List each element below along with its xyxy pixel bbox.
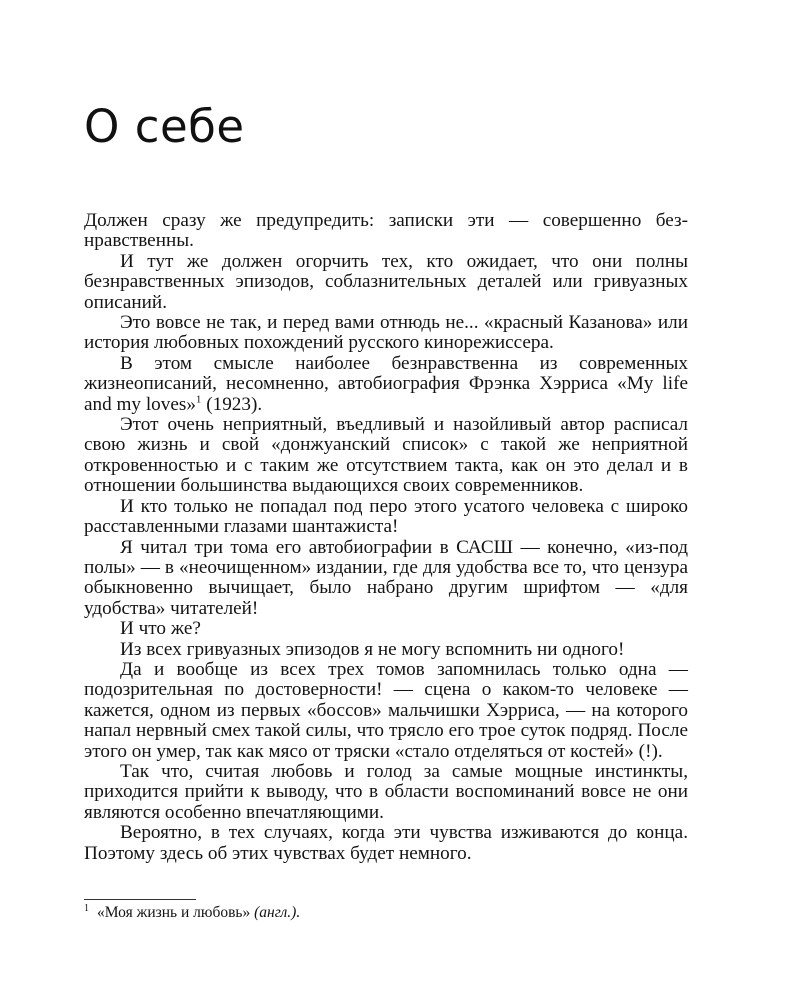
paragraph: И что же? xyxy=(120,618,201,640)
paragraph: Это вовсе не так, и перед вами отнюдь не... «красный Казанова» или история любовных похождений русского кинорежиссера. xyxy=(84,312,688,354)
paragraph: Вероятно, в тех случаях, когда эти чувства изживаются до конца. Поэтому здесь об этих чувствах будет немного. xyxy=(84,822,688,864)
paragraph: И тут же должен огорчить тех, кто ожидает, что они полны безнравственных эпизодов, соблазнительных деталей или гривуазных описаний. xyxy=(84,250,688,313)
paragraph: Да и вообще из всех трех томов запомнилась только одна — подозрительная по достоверности! — сцена о каком-то человеке — кажется, одном из первых «боссов» мальчишки Хэрриса, — на которого напал нервный смех такой силы, что трясло его трое суток подряд. После этого он умер, так как мясо от тряски «стало отделяться от костей» (!). xyxy=(84,658,688,762)
paragraph: Я читал три тома его автобиографии в САСШ — конечно, «из-под полы» — в «неочищенном» издании, где для удобства все то, что цензура обыкновенно вычищает, было набрано другим шрифтом — «для удобства» читателей! xyxy=(84,536,688,619)
footnote-mark: 1 xyxy=(84,902,89,914)
footnote-text: «Моя жизнь и любовь» xyxy=(97,904,251,921)
cited-book-year: (1923). xyxy=(206,393,263,415)
footnote-language-note: (англ.). xyxy=(254,904,301,921)
footnote-reference[interactable]: 1 xyxy=(195,393,202,406)
book-page xyxy=(84,0,688,1000)
footnote xyxy=(84,904,688,922)
chapter-body xyxy=(84,211,688,864)
paragraph-text: В этом смысле наиболее безнравственна из современных жизнеописаний, несомненно, автобиография Фрэнка Хэрриса xyxy=(84,352,688,395)
footnote-divider xyxy=(84,899,196,900)
cited-book-title: «My life and my loves» xyxy=(84,373,688,415)
paragraph: Этот очень неприятный, въедливый и назойливый автор расписал свою жизнь и свой «донжуанский список» с такой же неприятной откровенностью и с таким же отсутствием такта, как он это делал и в отношении большинства выдающихся своих современников. xyxy=(84,414,688,497)
paragraph: И кто только не попадал под перо этого усатого человека с широко расставленными глазами шантажиста! xyxy=(84,495,688,538)
chapter-title: О себе xyxy=(84,100,245,153)
paragraph: Так что, считая любовь и голод за самые мощные инстинкты, приходится прийти к выводу, что в области воспоминаний вовсе не они являются особенно впечатляющими. xyxy=(84,760,688,823)
paragraph-with-citation xyxy=(84,354,688,415)
paragraph: Должен сразу же предупредить: записки эти — совершенно безнравственны. xyxy=(84,210,688,252)
paragraph: Из всех гривуазных эпизодов я не могу вспомнить ни одного! xyxy=(120,638,625,660)
